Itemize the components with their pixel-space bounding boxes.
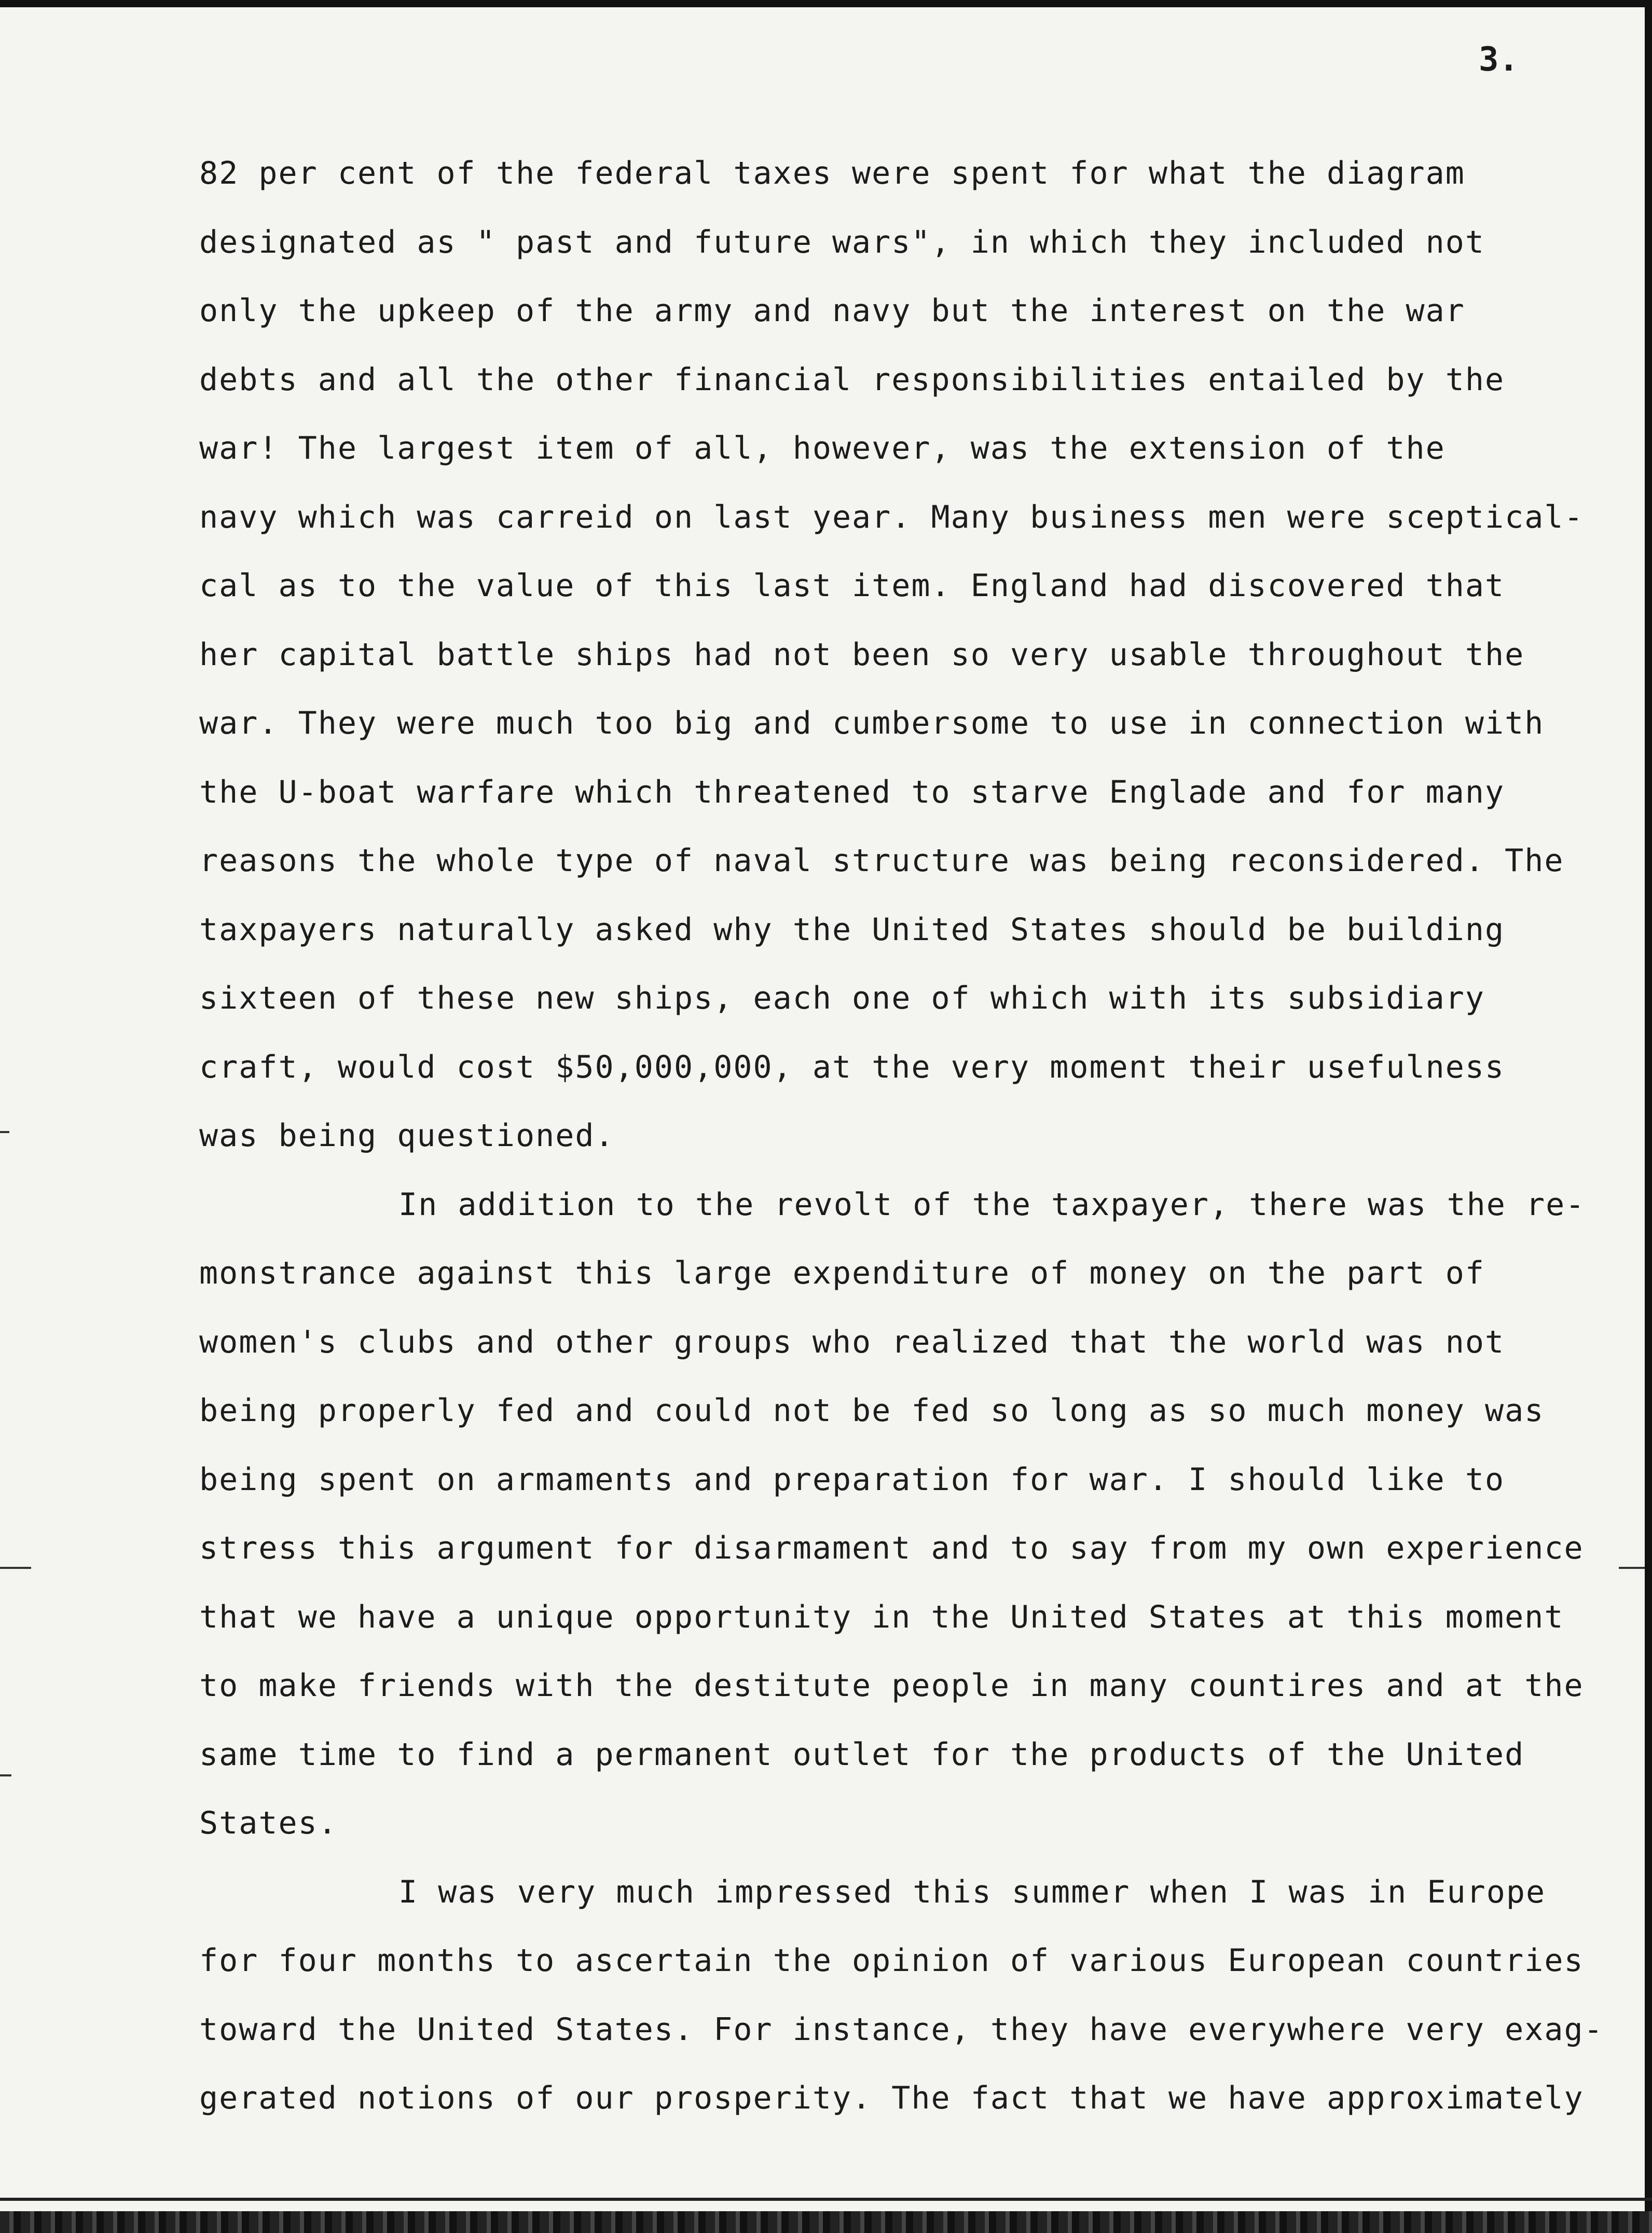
text-line: I was very much impressed this summer when I was in Europe [398, 1873, 1546, 1910]
text-line: 82 per cent of the federal taxes were spent for what the diagram [199, 155, 1465, 191]
text-line: being spent on armaments and preparation for war. I should like to [199, 1461, 1505, 1498]
text-line: only the upkeep of the army and navy but the interest on the war [199, 293, 1465, 329]
scan-edge-bottom [0, 2211, 1652, 2233]
scan-edge-right [1645, 0, 1652, 2233]
paragraph [199, 139, 1616, 1170]
text-line: that we have a unique opportunity in the United States at this moment [199, 1598, 1564, 1635]
text-line: craft, would cost $50,000,000, at the very moment their usefulness [199, 1049, 1505, 1085]
text-line: reasons the whole type of naval structure was being reconsidered. The [199, 843, 1564, 879]
text-line: cal as to the value of this last item. England had discovered that [199, 568, 1505, 604]
paragraph [199, 1170, 1616, 1858]
text-line: States. [199, 1805, 338, 1841]
text-line: gerated notions of our prosperity. The fact that we have approximately [199, 2080, 1584, 2116]
text-line: toward the United States. For instance, they have everywhere very exag- [199, 2011, 1604, 2048]
text-line: was being questioned. [199, 1118, 615, 1154]
paragraph [199, 1858, 1616, 2133]
text-line: to make friends with the destitute people in many countires and at the [199, 1667, 1584, 1704]
text-line: In addition to the revolt of the taxpayer, there was the re- [398, 1186, 1586, 1223]
text-line: her capital battle ships had not been so very usable throughout the [199, 636, 1525, 673]
text-line: for four months to ascertain the opinion of various European countries [199, 1942, 1584, 1979]
text-line: same time to find a permanent outlet for the products of the United [199, 1736, 1525, 1773]
text-line: war! The largest item of all, however, was the extension of the [199, 430, 1446, 466]
text-line: the U-boat warfare which threatened to starve Englade and for many [199, 774, 1505, 810]
text-line: sixteen of these new ships, each one of which with its subsidiary [199, 980, 1485, 1016]
text-line: war. They were much too big and cumbersome to use in connection with [199, 705, 1545, 741]
margin-tick-mark [0, 1131, 9, 1133]
text-line: stress this argument for disarmament and to say from my own experience [199, 1530, 1584, 1566]
margin-tick-mark [0, 1567, 31, 1569]
margin-tick-mark [0, 1774, 11, 1776]
text-line: designated as " past and future wars", in which they included not [199, 224, 1485, 260]
scan-edge-top [0, 0, 1652, 7]
page-number: 3. [1479, 40, 1519, 79]
text-line: debts and all the other financial responsibilities entailed by the [199, 361, 1505, 398]
text-line: navy which was carreid on last year. Many business men were sceptical- [199, 499, 1584, 535]
body-text [199, 139, 1616, 2133]
text-line: taxpayers naturally asked why the United States should be building [199, 911, 1505, 948]
scan-edge-bottom-line [0, 2198, 1652, 2201]
text-line: monstrance against this large expenditure of money on the part of [199, 1255, 1485, 1291]
margin-tick-mark [1619, 1567, 1645, 1569]
text-line: women's clubs and other groups who realized that the world was not [199, 1324, 1505, 1360]
text-line: being properly fed and could not be fed so long as so much money was [199, 1393, 1545, 1429]
